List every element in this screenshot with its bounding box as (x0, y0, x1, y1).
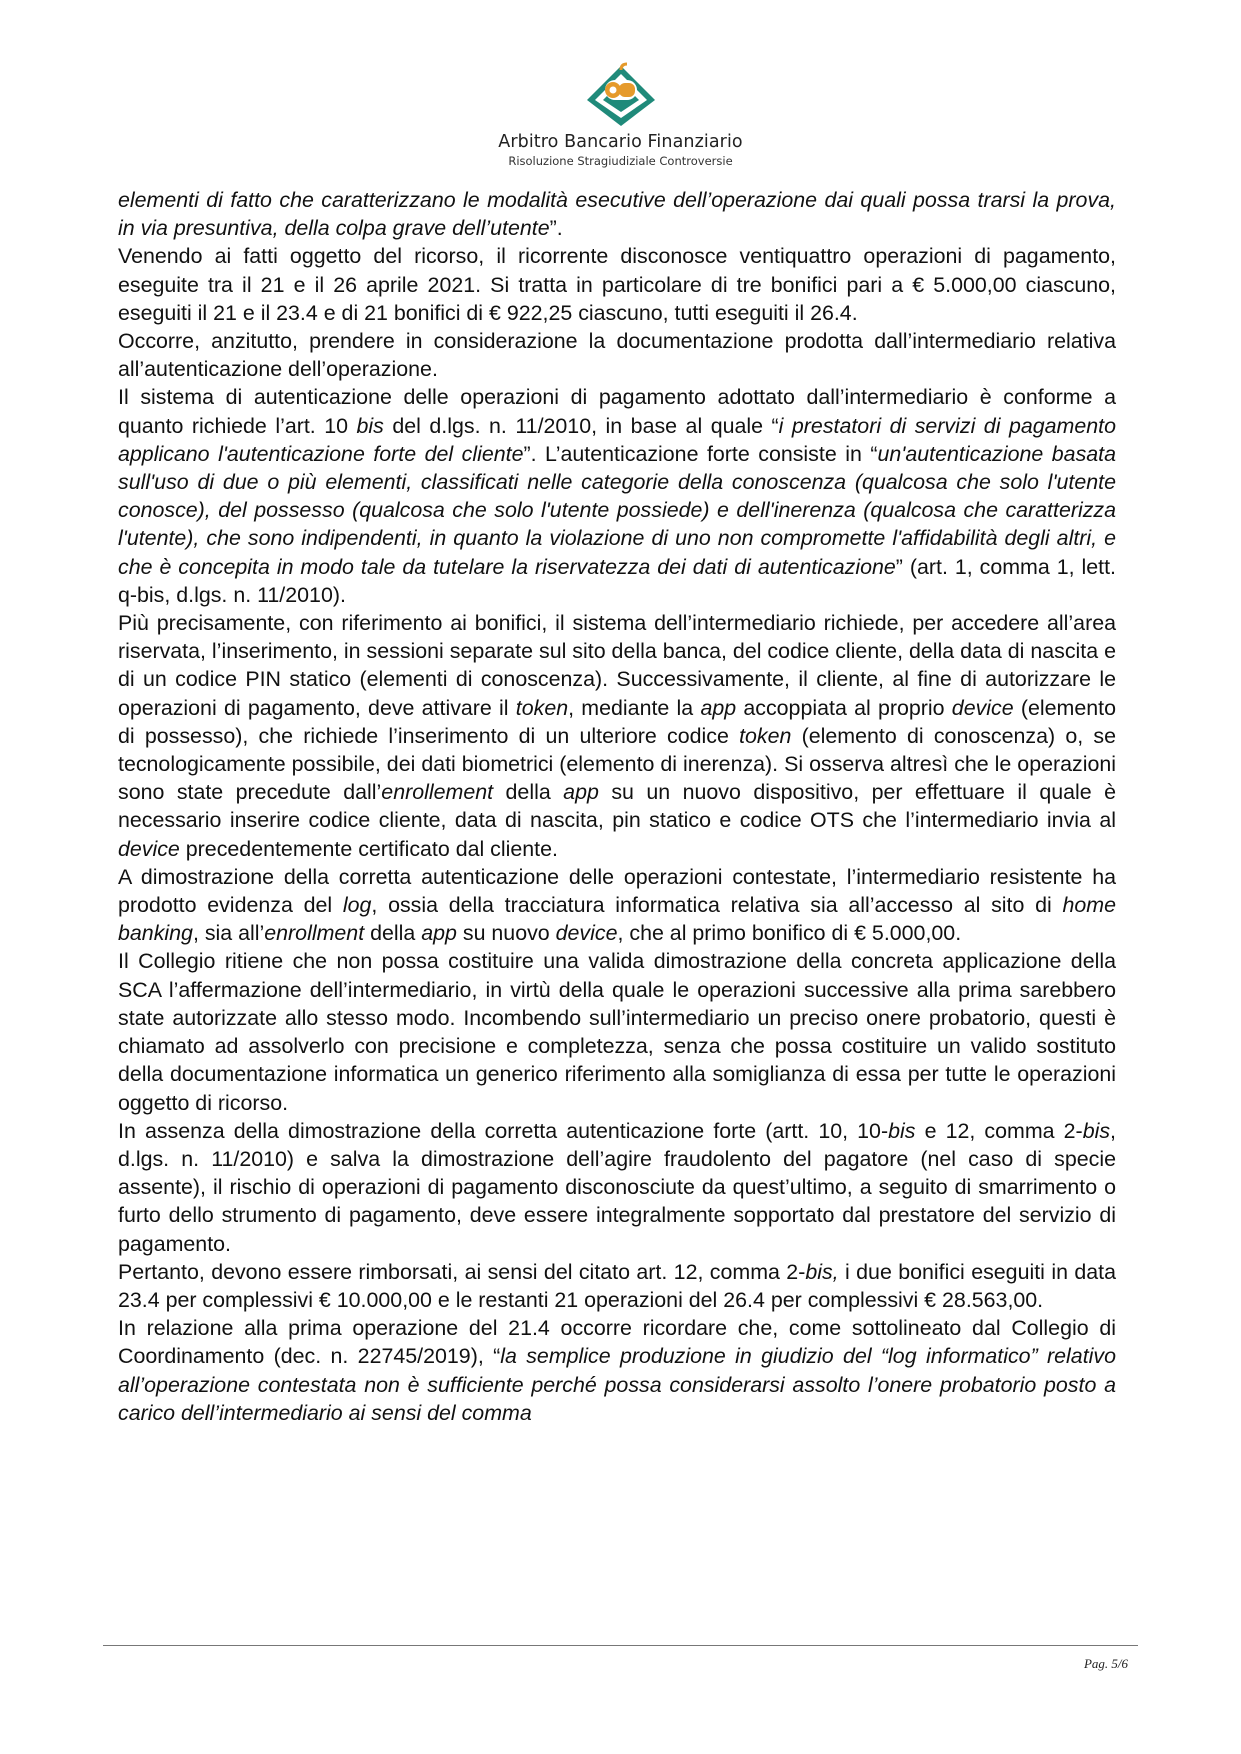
italic-text: app (563, 780, 599, 805)
text-run: (elemento di possesso), che richiede l’inserimento di un ulteriore codice (118, 695, 1116, 748)
italic-text: token (739, 723, 792, 748)
text-run: Il Collegio ritiene che non possa costituire una valida dimostrazione della concreta applicazione della SCA l’affermazione dell’intermediario, in virtù della quale le operazioni successive alla prima sarebbero state autorizzate allo stesso modo. Incombendo sull’intermediario un preciso onere probatorio, questi è chiamato ad assolverlo con precisione e completezza, senza che possa costituire un valido sostituto della documentazione informatica un generico riferimento alla somiglianza di essa per tutte le operazioni oggetto di ricorso. (118, 949, 1116, 1115)
italic-text: app (421, 921, 457, 946)
text-run: Più precisamente, con riferimento ai bonifici, il sistema dell’intermediario richiede, per accedere all’area riservata, l’inserimento, in sessioni separate sul sito della banca, del codice cliente, della data di nascita e di un codice PIN statico (elementi di conoscenza). Successivamente, il cliente, al fine di autorizzare le operazioni di pagamento, deve attivare il (118, 611, 1116, 720)
text-run: precedentemente certificato dal cliente. (179, 836, 558, 861)
paragraph (118, 1117, 1116, 1258)
italic-text: device (118, 836, 180, 861)
italic-text: elementi di fatto che caratterizzano le modalità esecutive dell’operazione dai quali possa trarsi la prova, in via presuntiva, della colpa grave dell’utente (118, 188, 1116, 241)
italic-text: bis (356, 413, 384, 438)
text-run: Venendo ai fatti oggetto del ricorso, il ricorrente disconosce ventiquattro operazioni di pagamento, eseguite tra il 21 e il 26 aprile 2021. Si tratta in particolare di tre bonifici pari a € 5.000,00 ciascuno, eseguiti il 21 e il 23.4 e di 21 bonifici di € 922,25 ciascuno, tutti eseguiti il 26.4. (118, 244, 1116, 325)
paragraph (118, 1258, 1116, 1314)
text-run: su un nuovo dispositivo, per effettuare il quale è necessario inserire codice cliente, data di nascita, pin statico e codice OTS che l’intermediario invia al (118, 780, 1116, 833)
footer-divider (103, 1645, 1138, 1646)
paragraph (118, 1314, 1116, 1427)
italic-text: enrollement (381, 780, 494, 805)
text-run: del d.lgs. n. 11/2010, in base al quale “ (383, 413, 779, 438)
text-run: Il sistema di autenticazione delle operazioni di pagamento adottato dall’intermediario è conforme a quanto richiede l’art. 10 (118, 385, 1116, 438)
text-run: Occorre, anzitutto, prendere in considerazione la documentazione prodotta dall’intermediario relativa all’autenticazione dell’operazione. (118, 329, 1116, 382)
text-run: A dimostrazione della corretta autenticazione delle operazioni contestate, l’intermediario resistente ha prodotto evidenza del (118, 864, 1116, 918)
paragraph (118, 609, 1116, 863)
italic-text: app (700, 695, 737, 720)
paragraph (118, 947, 1116, 1116)
logo-subtitle: Risoluzione Stragiudiziale Controversie (508, 154, 733, 168)
text-run: e 12, comma 2- (915, 1118, 1083, 1143)
italic-text: log (342, 893, 372, 918)
abf-logo-icon (581, 60, 661, 130)
italic-text: device (555, 921, 618, 946)
text-run: i due bonifici eseguiti in data 23.4 per complessivi € 10.000,00 e le restanti 21 operazioni del 26.4 per complessivi € 28.563,00. (118, 1259, 1116, 1312)
text-run: , ossia della tracciatura informatica relativa sia all’accesso al sito di (371, 893, 1063, 918)
paragraph (118, 383, 1116, 609)
italic-text: enrollment (264, 921, 365, 946)
page-number: Pag. 5/6 (1083, 1656, 1128, 1671)
italic-text: home banking (118, 893, 1116, 946)
text-run: In assenza della dimostrazione della corretta autenticazione forte (artt. 10, 10- (118, 1118, 889, 1143)
italic-text: bis (1082, 1118, 1111, 1143)
italic-text: i prestatori di servizi di pagamento applicano l'autenticazione forte del cliente (118, 413, 1116, 466)
text-run: , che al primo bonifico di € 5.000,00. (617, 921, 962, 946)
paragraph (118, 863, 1116, 948)
text-run: In relazione alla prima operazione del 21.4 occorre ricordare che, come sottolineato dal Collegio di Coordinamento (dec. n. 22745/2019), “ (118, 1316, 1116, 1369)
logo-title: Arbitro Bancario Finanziario (498, 132, 743, 152)
text-run: su nuovo (456, 921, 556, 946)
italic-text: bis (888, 1118, 916, 1143)
paragraph (118, 327, 1116, 383)
text-run: (elemento di conoscenza) o, se tecnologicamente possibile, dei dati biometrici (elemento di inerenza). Si osserva altresì che le operazioni sono state precedute dall’ (118, 723, 1117, 805)
page-header (0, 60, 1241, 168)
italic-text: la semplice produzione in giudizio del “log informatico” relativo all’operazione contestata non è sufficiente perché possa considerarsi assolto l’onere probatorio posto a carico dell’intermediario ai sensi del comma (118, 1344, 1116, 1425)
italic-text: bis, (805, 1259, 839, 1284)
text-run: , d.lgs. n. 11/2010) e salva la dimostrazione dell’agire fraudolento del pagatore (nel caso di specie assente), il rischio di operazioni di pagamento disconosciute da quest’ultimo, a seguito di smarrimento o furto dello strumento di pagamento, deve essere integralmente sopportato dal prestatore del servizio di pagamento. (118, 1118, 1116, 1256)
text-run: , mediante la (568, 695, 701, 720)
document-body (118, 186, 1116, 1427)
paragraph (118, 186, 1116, 242)
italic-text: token (515, 695, 569, 720)
text-run: accoppiata al proprio (736, 695, 952, 720)
italic-text: un'autenticazione basata sull'uso di due o più elementi, classificati nelle categorie della conoscenza (qualcosa che solo l'utente conosce), del possesso (qualcosa che solo l'utente possiede) e dell'inerenza (qualcosa che caratterizza l'utente), che sono indipendenti, in quanto la violazione di uno non compromette l'affidabilità degli altri, e che è concepita in modo tale da tutelare la riservatezza dei dati di autenticazione (118, 441, 1117, 579)
text-run: della (364, 921, 422, 946)
text-run: , sia all’ (192, 921, 265, 946)
paragraph (118, 242, 1116, 327)
text-run: ”. L’autenticazione forte consiste in “ (523, 441, 878, 466)
text-run: ” (art. 1, comma 1, lett. q-bis, d.lgs. n. 11/2010). (118, 554, 1117, 607)
text-run: Pertanto, devono essere rimborsati, ai sensi del citato art. 12, comma 2- (118, 1259, 806, 1284)
italic-text: device (951, 695, 1014, 720)
text-run: della (493, 780, 564, 805)
text-run: ”. (549, 216, 563, 241)
